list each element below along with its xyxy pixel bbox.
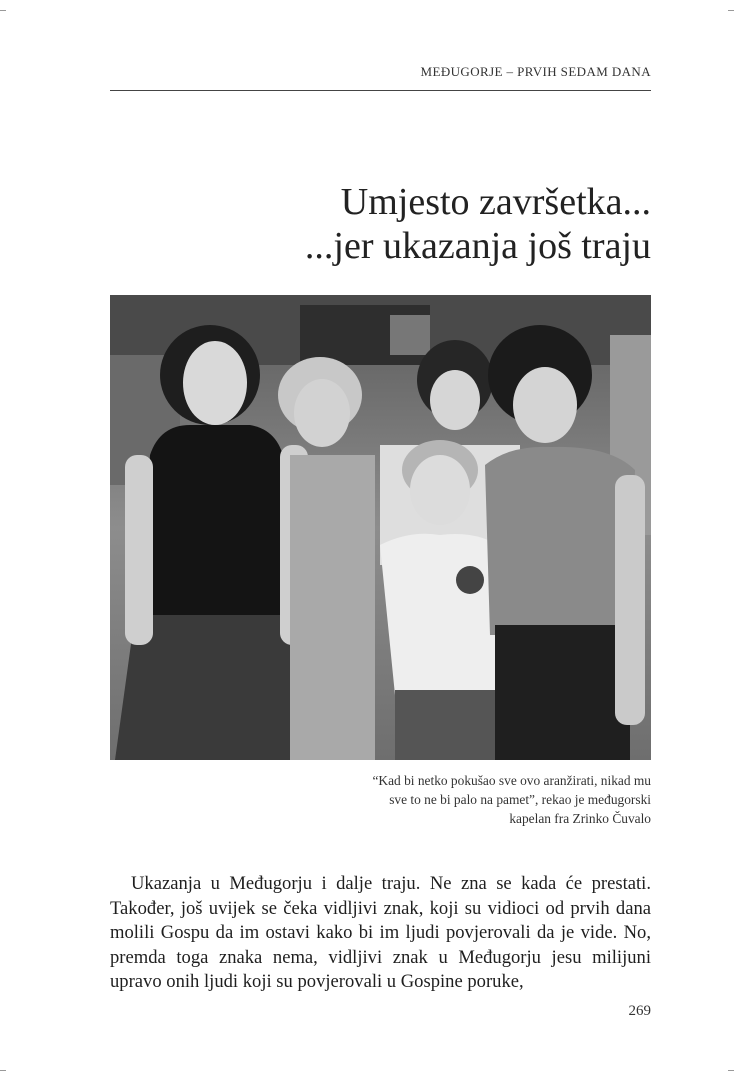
crop-mark [0, 1070, 6, 1071]
crop-mark [728, 1070, 734, 1071]
running-head: MEĐUGORJE – PRVIH SEDAM DANA [420, 64, 651, 79]
crop-mark [728, 10, 734, 11]
crop-mark [0, 10, 6, 11]
page-number: 269 [628, 1003, 651, 1019]
body-text [110, 872, 651, 995]
header-rule [110, 90, 651, 91]
caption-line-1: “Kad bi netko pokušao sve ovo aranžirati, nikad mu [372, 773, 651, 788]
chapter-title-line-2: ...jer ukazanja još traju [304, 225, 651, 267]
group-photo [110, 295, 651, 760]
body-paragraph: Ukazanja u Međugorju i dalje traju. Ne zna se kada će prestati. Također, još uvijek se čeka vidljivi znak, koji su vidioci od prvih dana molili Gospu da im ostavi kako bi im ljudi povjerovali da je vide. No, premda toga znaka nema, vidljivi znak u Međugorju jesu milijuni upravo onih ljudi koji su povjerovali u Gospine poruke, [110, 873, 651, 992]
caption-line-3: kapelan fra Zrinko Čuvalo [509, 811, 651, 826]
caption-line-2: sve to ne bi palo na pamet”, rekao je međugorski [389, 792, 651, 807]
group-photo-illustration [110, 295, 651, 760]
photo-caption [231, 771, 651, 828]
chapter-title-line-1: Umjesto završetka... [340, 181, 651, 223]
chapter-title [131, 180, 651, 268]
